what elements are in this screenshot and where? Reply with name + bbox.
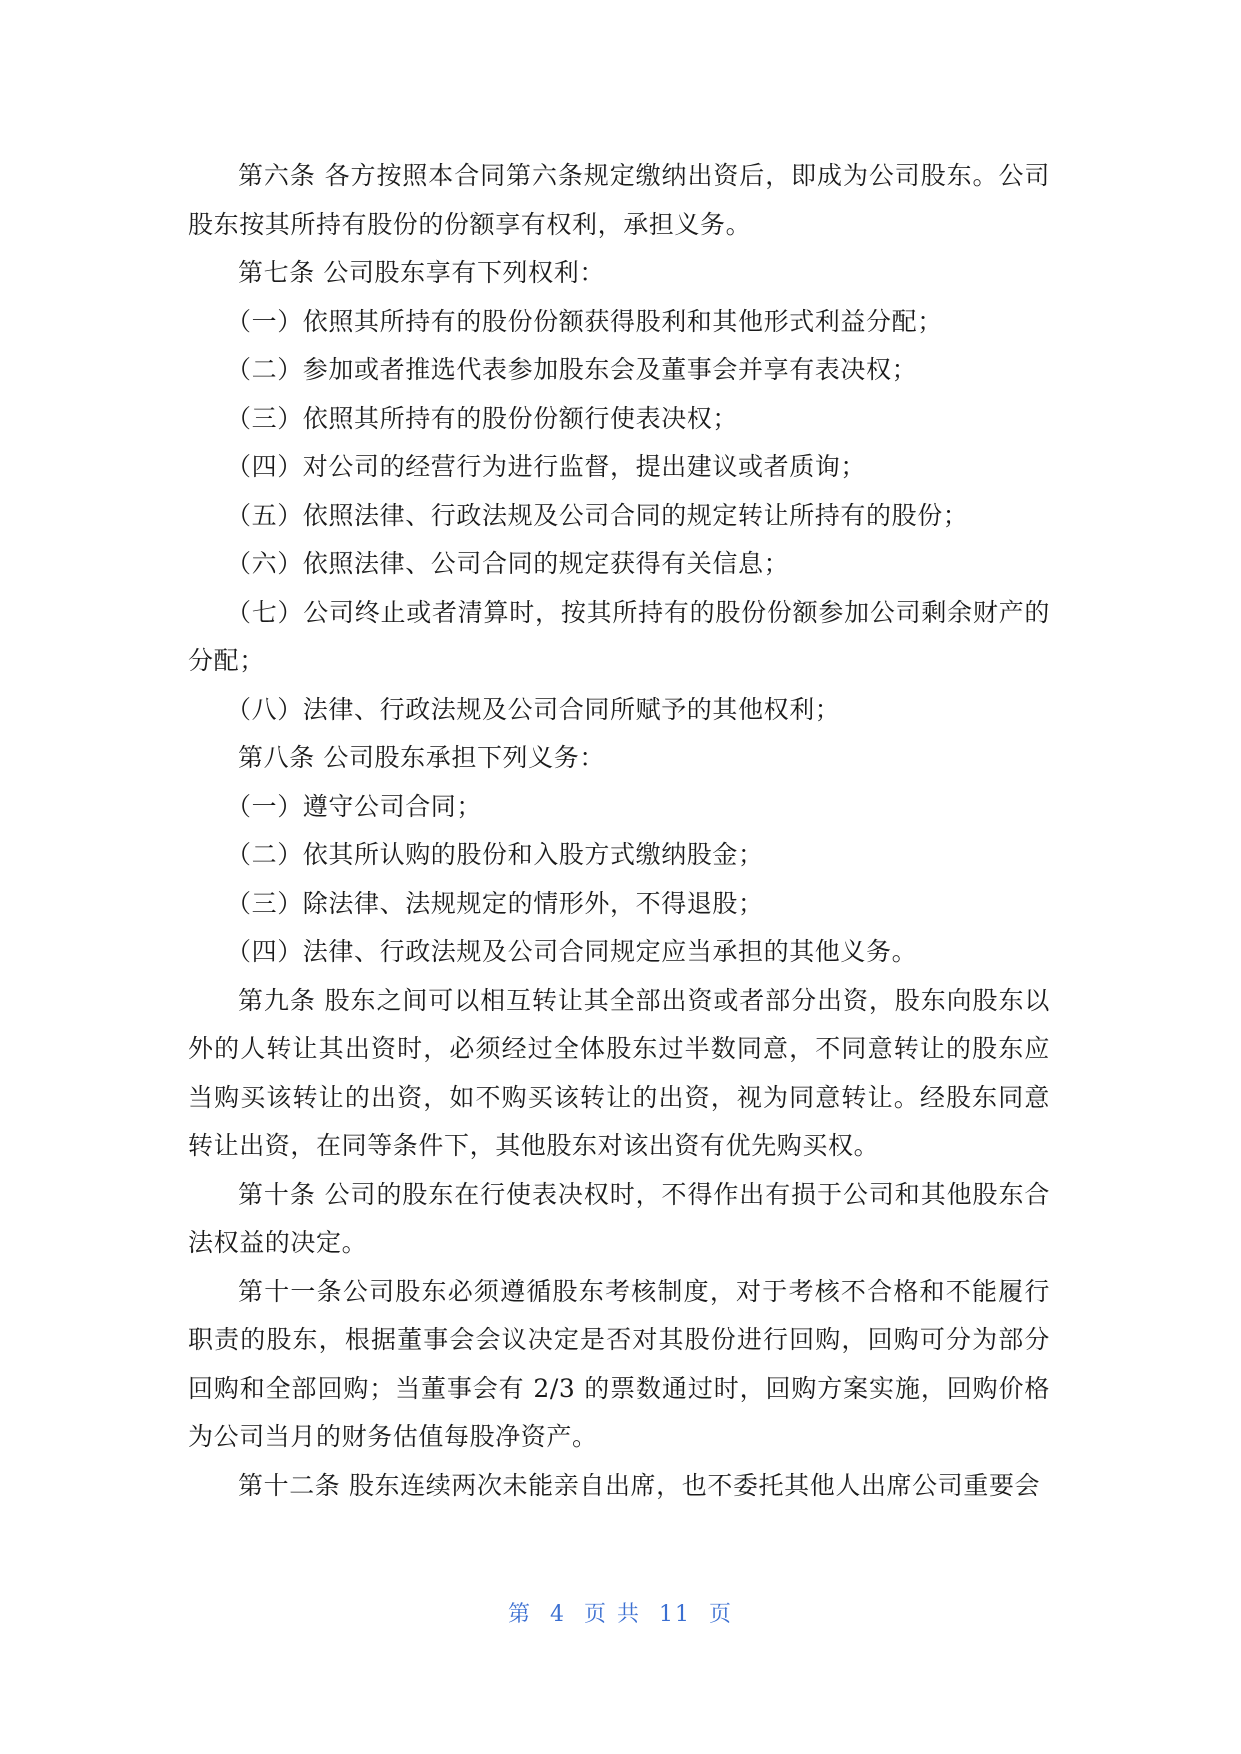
- article-7-item-4: （四）对公司的经营行为进行监督，提出建议或者质询；: [226, 452, 867, 481]
- article-7-item-7: （七）公司终止或者清算时，按其所持有的股份份额参加公司剩余财产的分配；: [188, 597, 1050, 675]
- article-8-item-1: （一）遵守公司合同；: [226, 791, 483, 821]
- article-7-item-8: （八）法律、行政法规及公司合同所赋予的其他权利；: [226, 694, 841, 724]
- footer-prefix: 第: [507, 1602, 532, 1627]
- article-12: 第十二条 股东连续两次未能亲自出席，也不委托其他人出席公司重要会: [238, 1470, 1041, 1500]
- footer-current-page: 4: [550, 1602, 566, 1627]
- article-8-item-4: （四）法律、行政法规及公司合同规定应当承担的其他义务。: [226, 937, 918, 966]
- article-8-item-2: （二）依其所认购的股份和入股方式缴纳股金；: [226, 840, 764, 869]
- article-6: 第六条 各方按照本合同第六条规定缴纳出资后，即成为公司股东。公司股东按其所持有股份的份额享有权利，承担义务。: [188, 161, 1050, 239]
- page-footer: [0, 1597, 1241, 1628]
- article-7-item-1: （一）依照其所持有的股份份额获得股利和其他形式利益分配；: [226, 306, 943, 336]
- document-body: [188, 152, 1050, 1510]
- footer-middle: 页 共: [584, 1602, 641, 1627]
- footer-suffix: 页: [709, 1602, 734, 1627]
- article-8: 第八条 公司股东承担下列义务：: [238, 743, 605, 772]
- article-7-item-3: （三）依照其所持有的股份份额行使表决权；: [226, 403, 739, 433]
- article-9: 第九条 股东之间可以相互转让其全部出资或者部分出资，股东向股东以外的人转让其出资时，必须经过全体股东过半数同意，不同意转让的股东应当购买该转让的出资，如不购买该转让的出资，视为同意转让。经股东同意转让出资，在同等条件下，其他股东对该出资有优先购买权。: [188, 985, 1050, 1160]
- footer-total-pages: 11: [659, 1602, 691, 1627]
- article-11: 第十一条公司股东必须遵循股东考核制度，对于考核不合格和不能履行职责的股东，根据董事会会议决定是否对其股份进行回购，回购可分为部分回购和全部回购；当董事会有 2/3 的票数通过时，回购方案实施，回购价格为公司当月的财务估值每股净资产。: [188, 1276, 1050, 1451]
- article-8-item-3: （三）除法律、法规规定的情形外，不得退股；: [226, 888, 764, 918]
- article-7-item-5: （五）依照法律、行政法规及公司合同的规定转让所持有的股份；: [226, 500, 969, 530]
- article-7-item-6: （六）依照法律、公司合同的规定获得有关信息；: [226, 549, 790, 578]
- article-7: 第七条 公司股东享有下列权利：: [238, 258, 605, 287]
- article-7-item-2: （二）参加或者推选代表参加股东会及董事会并享有表决权；: [226, 355, 918, 384]
- article-10: 第十条 公司的股东在行使表决权时，不得作出有损于公司和其他股东合法权益的决定。: [188, 1179, 1050, 1257]
